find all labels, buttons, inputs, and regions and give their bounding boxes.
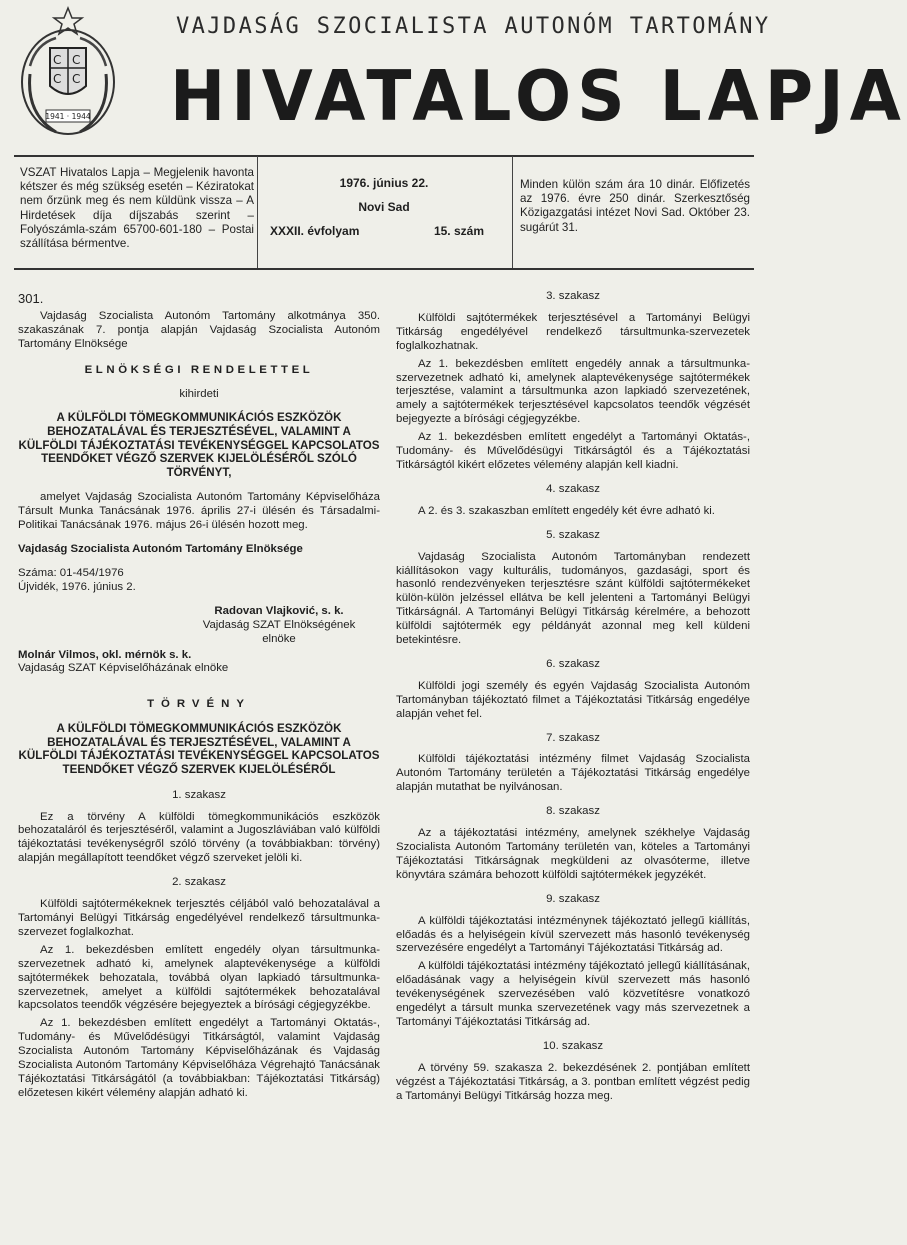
section-7-text: Külföldi tájékoztatási intézmény filmet Vajdaság Szocialista Autonóm Tartomány területén a Tájékoztatási Titkárság engedélye alapján mutathat be nyilvánosan. — [396, 753, 750, 794]
svg-text:С: С — [72, 53, 81, 67]
section-2-heading: 2. szakasz — [172, 876, 226, 889]
emblem-years: 1941 · 1944 — [45, 112, 91, 121]
gazette-main-title: HIVATALOS LAPJA — [170, 56, 907, 137]
svg-text:С: С — [53, 72, 62, 86]
law-title-proclaimed: A KÜLFÖLDI TÖMEGKOMMUNIKÁCIÓS ESZKÖZÖK BEHOZATALÁVAL ÉS TERJESZTÉSÉVEL, VALAMINT A KÜLFÖLDI TÁJÉKOZTATÁSI TEVÉKENYSÉGGEL KAPCSOLATOS TEENDŐKET VÉGZŐ SZERVEK KIJELÖLÉSÉRŐL SZÓLÓ TÖRVÉNYT, — [18, 411, 380, 479]
header-bottom-rule — [14, 268, 754, 270]
section-2-paragraph-2: Az 1. bekezdésben említett engedély olyan társultmunka-szervezetnek adható ki, amelynek alaptevékenysége a külföldi sajtótermékek behozatala, továbbá olyan lapkiadó társultmunka-szervezetnek, amelyet a külföldi sajtótermékek behozatalával kapcsolatos teendők végzésére bejegyeztek a bírósági cégjegyzékbe. — [18, 943, 380, 1012]
section-7-heading: 7. szakasz — [546, 731, 600, 744]
law-title: A KÜLFÖLDI TÖMEGKOMMUNIKÁCIÓS ESZKÖZÖK BEHOZATALÁVAL ÉS TERJESZTÉSÉVEL, VALAMINT A KÜLFÖLDI TÁJÉKOZTATÁSI TEVÉKENYSÉGGEL KAPCSOLATOS TEENDŐKET VÉGZŐ SZERVEK KIJELÖLÉSÉRŐL — [18, 722, 380, 777]
section-1-heading: 1. szakasz — [172, 788, 226, 801]
issue-volume: XXXII. évfolyam — [270, 224, 360, 238]
issue-city: Novi Sad — [358, 200, 410, 214]
signature-1-name: Radovan Vlajković, s. k. — [214, 604, 344, 617]
section-9-paragraph-1: A külföldi tájékoztatási intézménynek tájékoztató jellegű kiállítás, előadás és a helyiségein kívül szervezett más hasonló tevékenység szervezésére engedélyt a Tartományi Tájékoztatási Titkárság ad. — [396, 914, 750, 955]
info-divider-right — [512, 156, 513, 268]
proclaims-text: kihirdeti — [179, 387, 219, 400]
gazette-publisher-title: VAJDASÁG SZOCIALISTA AUTONÓM TARTOMÁNY — [176, 14, 771, 39]
section-3-heading: 3. szakasz — [546, 290, 600, 302]
issue-number: 15. szám — [433, 224, 484, 238]
section-5-heading: 5. szakasz — [546, 528, 600, 541]
publication-info: VSZAT Hivatalos Lapja – Megjelenik havonta kétszer és még szükség esetén – Kéziratokat nem őrzünk meg és nem küldünk vissza – A Hirdetések díja díjszabás szerint – Folyószámla-szám 65700-601-180 – Postai szállítása bérmentve. — [20, 166, 254, 251]
section-1-text: Ez a törvény A külföldi tömegkommunikációs eszközök behozataláról és terjesztéséről, valamint a Jugoszláviában való külföldi tájékoztatási tevékenységről szóló törvény (a továbbiakban: törvény) alapján megállapított teendőket végző szerveket jelöli ki. — [18, 810, 380, 865]
section-6-text: Külföldi jogi személy és egyén Vajdaság Szocialista Autonóm Tartományban tájékoztató filmet a Tájékoztatási Titkárság engedélye alapján vehet fel. — [396, 679, 750, 720]
signature-2-name: Molnár Vilmos, okl. mérnök s. k. — [18, 648, 192, 661]
section-9-heading: 9. szakasz — [546, 892, 600, 905]
section-8-heading: 8. szakasz — [546, 805, 600, 818]
subscription-info: Minden külön szám ára 10 dinár. Előfizetés az 1976. évre 250 dinár. Szerkesztőség Közigazgatási intézet Novi Sad. Október 23. sugárút 31. — [520, 178, 750, 234]
coat-of-arms-emblem — [16, 4, 120, 140]
reference-number: Száma: 01-454/1976 — [18, 567, 124, 580]
section-3-paragraph-3: Az 1. bekezdésben említett engedélyt a Tartományi Oktatás-, Tudomány- és Művelődésügyi Titkárságtól és a Tájékoztatási Titkárságtól kikért előzetes vélemény alapján kell kiadni. — [396, 431, 750, 471]
section-5-text: Vajdaság Szocialista Autonóm Tartományban rendezett kiállításokon vagy kulturális, tudományos, gazdasági, sport és hasonló rendezvényeken terjesztésre szánt külföldi sajtótermékeket külön-külön jelzéssel ellátva be kell jelenteni a Tartományi Belügyi Titkárságnál. A Tartományi Belügyi Titkárság kérelmére, a behozott külföldi sajtótermék egy példányát azonnal meg kell küldeni betekintésre. — [396, 550, 750, 647]
left-column — [18, 292, 380, 1105]
section-3-paragraph-1: Külföldi sajtótermékek terjesztésével a Tartományi Belügyi Titkárság engedélyével rendelkező társultmunka-szervezetek foglalkozhatnak. — [396, 311, 750, 352]
section-10-heading: 10. szakasz — [542, 1039, 604, 1052]
decree-heading: ELNÖKSÉGI RENDELETTEL — [84, 363, 314, 376]
act-number: 301. — [18, 291, 44, 306]
svg-text:С: С — [53, 53, 62, 67]
section-4-heading: 4. szakasz — [546, 482, 600, 495]
info-divider-left — [257, 156, 258, 268]
section-4-text: A 2. és 3. szakaszban említett engedély két évre adható ki. — [418, 504, 715, 517]
presidency-heading: Vajdaság Szocialista Autonóm Tartomány Elnöksége — [18, 543, 303, 556]
issue-info — [262, 170, 506, 238]
signature-1-role: Vajdaság SZAT Elnökségének elnöke — [202, 618, 356, 645]
section-9-paragraph-2: A külföldi tájékoztatási intézmény tájékoztató jellegű kiállításának, előadásának vagy a helyiségein kívül szervezett más hasonló tevékenységének szervezésében való közvetítésre vonatkozó engedélyt a társult munka szervezetének vagy más szervezetnek a Tartományi Tájékoztatási Titkárság ad. — [396, 960, 750, 1028]
svg-text:С: С — [72, 72, 81, 86]
law-heading: TÖRVÉNY — [147, 698, 251, 711]
reference-place-date: Újvidék, 1976. június 2. — [18, 580, 136, 593]
section-2-paragraph-1: Külföldi sajtótermékeknek terjesztés céljából való behozatalával a Tartományi Belügyi Titkárság engedélyével rendelkező társultmunka-szervezet foglalkozhat. — [18, 898, 380, 938]
adopted-paragraph: amelyet Vajdaság Szocialista Autonóm Tartomány Képviselőháza Társult Munka Tanácsának 1976. április 27-i ülésén és Társadalmi-Politikai Tanácsának 1976. május 26-i ülésén hozott meg. — [18, 491, 380, 532]
section-8-text: Az a tájékoztatási intézmény, amelynek székhelye Vajdaság Szocialista Autonóm Tartomány területén van, köteles a Tartományi Tájékoztatási Titkárságnak megküldeni az olvasóterme, illetve könyvtára számára behozott külföldi sajtótermékek jegyzékét. — [396, 827, 750, 881]
intro-paragraph: Vajdaság Szocialista Autonóm Tartomány alkotmánya 350. szakaszának 7. pontja alapján Vajdaság Szocialista Autonóm Tartomány Elnöksége — [18, 309, 380, 350]
section-10-text: A törvény 59. szakasza 2. bekezdésének 2. pontjában említett végzést a Tájékoztatási Titkárság, a 3. pontban említett végzést pedig a Tartományi Belügyi Titkárság hozza meg. — [396, 1061, 750, 1102]
section-2-paragraph-3: Az 1. bekezdésben említett engedélyt a Tartományi Oktatás-, Tudomány- és Művelődésügyi Titkárságtól, valamint Vajdaság Szocialista Autonóm Tartomány Képviselőházának és Vajdaság Szocialista Autonóm Tartomány Képviselőháza Végrehajtó Tanácsának Tájékoztatási Titkárságától (a továbbiakban: Tájékoztatási Titkárság) előzetesen kikért vélemény alapján adható ki. — [18, 1017, 380, 1099]
section-6-heading: 6. szakasz — [546, 657, 600, 670]
header-top-rule — [14, 155, 754, 157]
signature-2-role: Vajdaság SZAT Képviselőházának elnöke — [18, 662, 229, 675]
section-3-paragraph-2: Az 1. bekezdésben említett engedély annak a társultmunka-szervezetnek adható ki, amelynek alaptevékenysége sajtótermékek terjesztése, valamint a társultmunka azon lapkiadó szervezetének, amely a sajtótermékek terjesztésével kapcsolatos teendők végzését bejegyezte a bírósági cégjegyzékbe. — [396, 357, 750, 426]
right-column — [396, 290, 750, 1108]
issue-date: 1976. június 22. — [339, 176, 429, 190]
